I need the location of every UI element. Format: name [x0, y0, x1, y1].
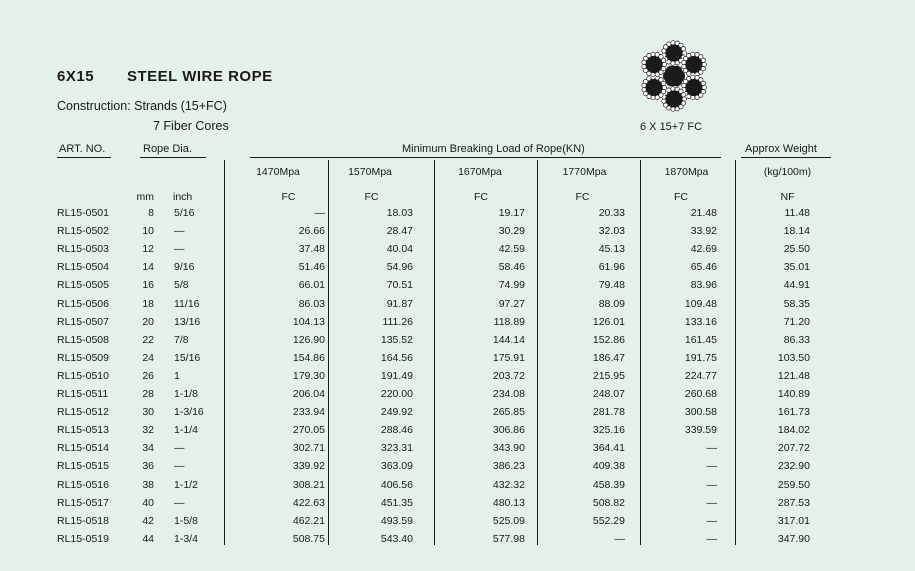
load-cell: 164.56 — [380, 351, 413, 364]
load-cell: 409.38 — [592, 460, 625, 473]
load-cell: 249.92 — [380, 406, 413, 419]
grade-header: 1770Mpa — [562, 166, 607, 178]
dia-mm-cell: 14 — [142, 261, 154, 274]
grade-header: 1870Mpa — [664, 166, 709, 178]
dia-inch-cell: 5/16 — [174, 207, 195, 219]
load-cell: 30.29 — [498, 225, 525, 238]
load-cell: 65.46 — [690, 261, 717, 274]
strand-wire — [675, 107, 679, 111]
load-cell: 234.08 — [492, 388, 525, 400]
header-weight-underline — [741, 157, 831, 158]
art-no-cell: RL15-0517 — [57, 496, 109, 509]
weight-cell: 71.20 — [783, 315, 810, 328]
dia-inch-cell: 13/16 — [174, 315, 201, 328]
load-cell: 109.48 — [684, 297, 717, 310]
load-cell: 19.17 — [498, 207, 525, 219]
load-cell: 51.46 — [298, 261, 325, 274]
weight-cell: 103.50 — [777, 351, 810, 364]
load-cell: 152.86 — [592, 333, 625, 346]
load-cell: 18.03 — [386, 207, 413, 219]
dia-inch-cell: — — [174, 460, 185, 473]
dia-mm-cell: 20 — [142, 315, 154, 328]
load-cell: 233.94 — [292, 406, 325, 419]
load-cell: 206.04 — [292, 388, 325, 400]
load-cell: 111.26 — [382, 315, 413, 328]
load-cell: — — [706, 460, 717, 473]
cores-line: 7 Fiber Cores — [153, 119, 229, 133]
dia-inch-cell: 1-5/8 — [174, 514, 198, 527]
load-cell: 79.48 — [598, 279, 625, 292]
column-divider — [328, 160, 329, 545]
load-cell: 220.00 — [380, 388, 413, 400]
product-name: STEEL WIRE ROPE — [127, 68, 273, 85]
load-cell: 422.63 — [292, 496, 325, 509]
load-cell: 33.92 — [690, 225, 717, 238]
dia-mm-cell: 30 — [142, 406, 154, 419]
dia-mm-cell: 12 — [142, 243, 154, 256]
art-no-cell: RL15-0501 — [57, 207, 109, 219]
load-cell: 260.68 — [684, 388, 717, 400]
dia-mm-cell: 36 — [142, 460, 154, 473]
load-cell: 161.45 — [684, 333, 717, 346]
load-cell: 306.86 — [492, 424, 525, 437]
core-label: FC — [674, 191, 688, 203]
strand-wire — [702, 62, 706, 66]
load-cell: 363.09 — [380, 460, 413, 473]
dia-inch-cell: — — [174, 442, 185, 455]
diagram-label: 6 X 15+7 FC — [640, 121, 703, 133]
dia-mm-cell: 44 — [142, 532, 154, 545]
weight-cell: 184.02 — [777, 424, 810, 437]
art-no-cell: RL15-0509 — [57, 351, 109, 364]
load-cell: 323.31 — [380, 442, 413, 455]
load-cell: 91.87 — [386, 297, 413, 310]
strand-wire — [682, 97, 686, 101]
load-cell: 339.92 — [292, 460, 325, 473]
dia-mm-cell: 40 — [142, 496, 154, 509]
load-cell: — — [706, 442, 717, 455]
strand-wire — [655, 95, 659, 99]
strand-wire — [671, 87, 675, 91]
load-cell: — — [614, 532, 625, 545]
art-no-cell: RL15-0514 — [57, 442, 109, 455]
load-cell: 432.32 — [492, 478, 525, 491]
load-cell: 462.21 — [292, 514, 325, 527]
load-cell: 186.47 — [592, 351, 625, 364]
column-divider — [434, 160, 435, 545]
load-cell: 308.21 — [292, 478, 325, 491]
load-cell: 300.58 — [684, 406, 717, 419]
strand-wire — [702, 85, 706, 89]
load-cell: 144.14 — [492, 333, 525, 346]
header-mbl: Minimum Breaking Load of Rope(KN) — [402, 143, 585, 155]
strand-wire — [642, 87, 646, 91]
load-cell: 364.41 — [592, 442, 625, 455]
core-label: FC — [364, 191, 379, 203]
load-cell: 20.33 — [598, 207, 625, 219]
weight-cell: 11.48 — [784, 207, 810, 219]
art-no-cell: RL15-0504 — [57, 261, 109, 274]
load-cell: 203.72 — [492, 369, 525, 382]
header-art-no: ART. NO. — [59, 143, 106, 155]
art-no-cell: RL15-0515 — [57, 460, 109, 473]
weight-cell: 232.90 — [777, 460, 810, 473]
load-cell: 480.13 — [492, 496, 525, 509]
dia-inch-cell: 1-3/16 — [174, 406, 204, 419]
strand-wire — [691, 75, 695, 79]
load-cell: 40.04 — [386, 243, 413, 256]
load-cell: 325.16 — [592, 424, 625, 437]
load-cell: 28.47 — [386, 225, 413, 238]
weight-cell: 121.48 — [777, 369, 810, 382]
rope-cross-section-diagram — [632, 34, 716, 118]
load-cell: 97.27 — [498, 297, 525, 310]
load-cell: 26.66 — [298, 225, 325, 238]
art-no-cell: RL15-0510 — [57, 369, 109, 382]
strand-wire — [661, 81, 665, 85]
load-cell: 288.46 — [380, 424, 413, 437]
load-cell: 61.96 — [598, 261, 625, 274]
load-cell: 179.30 — [292, 369, 325, 382]
load-cell: — — [314, 207, 325, 219]
strand-wire — [681, 93, 685, 97]
load-cell: 224.77 — [684, 369, 717, 382]
strand-wire — [682, 64, 686, 68]
header-art-no-underline — [57, 157, 111, 158]
load-cell: 543.40 — [380, 532, 413, 545]
product-code: 6X15 — [57, 68, 95, 85]
dia-mm-cell: 24 — [142, 351, 154, 364]
core-label: FC — [474, 191, 488, 203]
weight-cell: 25.50 — [783, 243, 810, 256]
load-cell: 458.39 — [592, 478, 625, 491]
page-title — [57, 68, 273, 85]
load-cell: 508.75 — [292, 532, 325, 545]
weight-cell: 207.72 — [777, 442, 810, 455]
dia-mm-cell: 8 — [148, 207, 154, 219]
load-cell: 54.96 — [386, 261, 413, 274]
load-cell: 343.90 — [492, 442, 525, 455]
art-no-cell: RL15-0503 — [57, 243, 109, 256]
load-cell: 45.13 — [598, 243, 625, 256]
load-cell: — — [706, 478, 717, 491]
unit-inch: inch — [173, 191, 193, 203]
strand-wire — [642, 64, 646, 68]
strand-wire — [662, 85, 666, 89]
load-cell: 339.59 — [684, 424, 717, 437]
art-no-cell: RL15-0507 — [57, 315, 109, 328]
load-cell: 86.03 — [298, 297, 325, 310]
load-cell: 508.82 — [592, 496, 625, 509]
dia-inch-cell: 15/16 — [174, 351, 201, 364]
dia-mm-cell: 38 — [142, 478, 154, 491]
load-cell: 191.75 — [684, 351, 717, 364]
dia-inch-cell: 1-1/8 — [174, 388, 198, 400]
weight-cell: 58.35 — [783, 297, 810, 310]
weight-core-label: NF — [780, 191, 795, 203]
art-no-cell: RL15-0518 — [57, 514, 109, 527]
load-cell: 552.29 — [592, 514, 625, 527]
dia-mm-cell: 10 — [142, 225, 154, 238]
dia-mm-cell: 32 — [142, 424, 154, 437]
weight-cell: 317.01 — [777, 514, 810, 527]
core-label: FC — [281, 191, 296, 203]
dia-inch-cell: 9/16 — [174, 261, 195, 274]
header-mbl-underline — [250, 157, 721, 158]
dia-mm-cell: 26 — [142, 369, 154, 382]
load-cell: 154.86 — [292, 351, 325, 364]
load-cell: 88.09 — [598, 297, 625, 310]
dia-inch-cell: 1-1/4 — [174, 424, 198, 437]
load-cell: 42.59 — [498, 243, 525, 256]
weight-cell: 259.50 — [777, 478, 810, 491]
load-cell: 493.59 — [380, 514, 413, 527]
load-cell: 133.16 — [684, 315, 717, 328]
load-cell: 406.56 — [380, 478, 413, 491]
dia-inch-cell: 1 — [174, 369, 180, 382]
grade-header: 1570Mpa — [348, 166, 392, 178]
weight-cell: 140.89 — [777, 388, 810, 400]
dia-mm-cell: 42 — [142, 514, 154, 527]
strand-wire — [661, 58, 665, 62]
weight-cell: 35.01 — [783, 261, 810, 274]
grade-header: 1670Mpa — [458, 166, 502, 178]
weight-cell: 287.53 — [777, 496, 810, 509]
art-no-cell: RL15-0506 — [57, 297, 109, 310]
header-weight: Approx Weight — [745, 143, 817, 155]
load-cell: 265.85 — [492, 406, 525, 419]
load-cell: 70.51 — [386, 279, 413, 292]
column-divider — [537, 160, 538, 545]
load-cell: 104.13 — [292, 315, 325, 328]
load-cell: 74.99 — [498, 279, 525, 292]
dia-inch-cell: — — [174, 225, 185, 238]
strand-wire — [655, 72, 659, 76]
load-cell: 126.90 — [292, 333, 325, 346]
load-cell: 191.49 — [380, 369, 413, 382]
art-no-cell: RL15-0508 — [57, 333, 109, 346]
load-cell: — — [706, 514, 717, 527]
dia-inch-cell: — — [174, 243, 185, 256]
dia-inch-cell: 11/16 — [174, 297, 200, 310]
strand-wire — [671, 41, 675, 45]
dia-mm-cell: 18 — [142, 297, 154, 310]
unit-mm: mm — [136, 191, 154, 203]
art-no-cell: RL15-0502 — [57, 225, 109, 238]
load-cell: 42.69 — [690, 243, 717, 256]
weight-unit-header: (kg/100m) — [763, 166, 812, 178]
load-cell: 386.23 — [492, 460, 525, 473]
dia-mm-cell: 28 — [142, 388, 154, 400]
dia-mm-cell: 16 — [142, 279, 154, 292]
dia-mm-cell: 34 — [142, 442, 154, 455]
column-divider — [224, 160, 225, 545]
dia-inch-cell: 7/8 — [174, 333, 189, 346]
load-cell: 270.05 — [292, 424, 325, 437]
load-cell: 281.78 — [592, 406, 625, 419]
load-cell: 302.71 — [292, 442, 325, 455]
weight-cell: 44.91 — [783, 279, 810, 292]
weight-cell: 18.14 — [783, 225, 810, 238]
strand-wire — [681, 47, 685, 51]
art-no-cell: RL15-0519 — [57, 532, 109, 545]
construction-line: Construction: Strands (15+FC) — [57, 99, 227, 113]
load-cell: 135.52 — [380, 333, 413, 346]
art-no-cell: RL15-0516 — [57, 478, 109, 491]
dia-inch-cell: 1-1/2 — [174, 478, 198, 491]
art-no-cell: RL15-0513 — [57, 424, 109, 437]
art-no-cell: RL15-0511 — [57, 388, 109, 400]
dia-mm-cell: 22 — [142, 333, 154, 346]
header-rope-dia-underline — [140, 157, 206, 158]
load-cell: 58.46 — [498, 261, 525, 274]
strand-wire — [662, 62, 666, 66]
weight-cell: 86.33 — [783, 333, 810, 346]
dia-inch-cell: 1-3/4 — [174, 532, 198, 545]
load-cell: 83.96 — [690, 279, 717, 292]
load-cell: — — [706, 496, 717, 509]
art-no-cell: RL15-0512 — [57, 406, 109, 419]
load-cell: 126.01 — [592, 315, 625, 328]
strand-wire — [651, 52, 655, 56]
load-cell: 577.98 — [492, 532, 525, 545]
load-cell: 37.48 — [298, 243, 325, 256]
load-cell: 215.95 — [592, 369, 625, 382]
grade-header: 1470Mpa — [256, 166, 300, 178]
strand-wire — [701, 81, 705, 85]
load-cell: 451.35 — [380, 496, 413, 509]
column-divider — [735, 160, 736, 545]
strand-wire — [691, 52, 695, 56]
art-no-cell: RL15-0505 — [57, 279, 109, 292]
strand-wire — [701, 58, 705, 62]
column-divider — [640, 160, 641, 545]
load-cell: 118.89 — [493, 315, 525, 328]
dia-inch-cell: 5/8 — [174, 279, 189, 292]
weight-cell: 347.90 — [777, 532, 810, 545]
load-cell: 66.01 — [298, 279, 325, 292]
load-cell: 32.03 — [598, 225, 625, 238]
strand-wire — [662, 99, 666, 103]
dia-inch-cell: — — [174, 496, 185, 509]
load-cell: 21.48 — [690, 207, 717, 219]
header-rope-dia: Rope Dia. — [143, 143, 192, 155]
strand-wire — [675, 61, 679, 65]
core-label: FC — [575, 191, 590, 203]
strand-wire — [695, 95, 699, 99]
load-cell: 248.07 — [592, 388, 625, 400]
load-cell: 175.91 — [492, 351, 525, 364]
load-cell: — — [706, 532, 717, 545]
weight-cell: 161.73 — [777, 406, 810, 419]
load-cell: 525.09 — [492, 514, 525, 527]
